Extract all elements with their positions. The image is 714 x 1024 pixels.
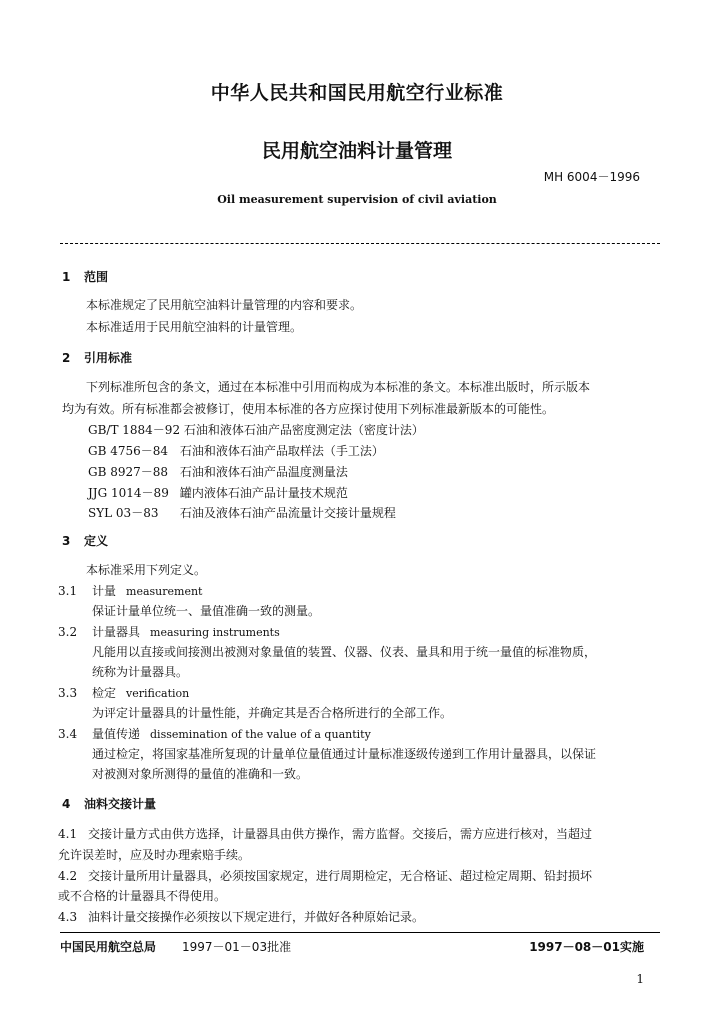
paragraph: 均为有效。所有标准都会被修订，使用本标准的各方应探讨使用下列标准最新版本的可能性。 xyxy=(62,402,555,416)
section-1-heading xyxy=(62,268,108,285)
clause-item xyxy=(58,825,592,842)
english-title: Oil measurement supervision of civil aviation xyxy=(217,193,497,206)
definition-body: 统称为计量器具。 xyxy=(92,665,189,679)
reference-item xyxy=(88,463,348,480)
reference-name: 石油和液体石油产品密度测定法（密度计法） xyxy=(183,423,424,437)
definition-heading xyxy=(58,684,189,701)
section-title: 范围 xyxy=(84,270,109,284)
clause-text: 或不合格的计量器具不得使用。 xyxy=(58,889,227,903)
reference-code: GB 4756－84 xyxy=(88,444,169,458)
standard-code: MH 6004－1996 xyxy=(543,170,640,184)
section-title: 引用标准 xyxy=(84,351,133,365)
definition-term-en: measuring instruments xyxy=(150,626,280,639)
definition-heading xyxy=(58,582,202,599)
reference-item xyxy=(88,484,348,501)
definition-term-en: measurement xyxy=(126,585,203,598)
reference-item xyxy=(88,442,384,459)
clause-text: 交接计量方式由供方选择，计量器具由供方操作，需方监督。交接后，需方应进行核对，当超过 xyxy=(88,827,593,841)
paragraph: 下列标准所包含的条文，通过在本标准中引用而构成为本标准的条文。本标准出版时，所示版本 xyxy=(86,380,591,394)
clause-text: 允许误差时，应及时办理索赔手续。 xyxy=(58,848,251,862)
approval-date: 1997－01－03批准 xyxy=(182,940,292,954)
clause-text: 交接计量所用计量器具，必须按国家规定，进行周期检定，无合格证、超过检定周期、铅封损坏 xyxy=(88,869,593,883)
section-number: 3 xyxy=(62,534,71,548)
standard-type-heading: 中华人民共和国民用航空行业标准 xyxy=(210,82,504,104)
document-title: 民用航空油料计量管理 xyxy=(261,140,452,162)
reference-code: JJG 1014－89 xyxy=(88,486,169,500)
definition-body: 为评定计量器具的计量性能，并确定其是否合格所进行的全部工作。 xyxy=(92,706,453,720)
section-2-heading xyxy=(62,349,132,366)
definition-body: 凡能用以直接或间接测出被测对象量值的装置、仪器、仪表、量具和用于统一量值的标准物质， xyxy=(92,645,597,659)
reference-code: SYL 03－83 xyxy=(88,506,159,520)
reference-code: GB 8927－88 xyxy=(88,465,169,479)
clause-number: 4.3 xyxy=(58,910,78,924)
section-number: 2 xyxy=(62,351,71,365)
clause-item xyxy=(58,908,424,925)
definition-body: 保证计量单位统一、量值准确一致的测量。 xyxy=(92,604,321,618)
definition-term-en: verification xyxy=(126,687,190,700)
definition-heading xyxy=(58,725,371,742)
clause-text: 油料计量交接操作必须按以下规定进行，并做好各种原始记录。 xyxy=(88,910,425,924)
definition-number: 3.3 xyxy=(58,686,78,700)
definition-term: 量值传递 xyxy=(92,727,141,741)
reference-code: GB/T 1884－92 xyxy=(88,423,181,437)
section-number: 1 xyxy=(62,270,71,284)
definition-body: 对被测对象所测得的量值的准确和一致。 xyxy=(92,767,309,781)
reference-name: 罐内液体石油产品计量技术规范 xyxy=(179,486,348,500)
issuing-authority: 中国民用航空总局 xyxy=(60,940,157,954)
definition-number: 3.1 xyxy=(58,584,78,598)
section-4-heading xyxy=(62,795,156,812)
section-title: 定义 xyxy=(84,534,109,548)
paragraph: 本标准适用于民用航空油料的计量管理。 xyxy=(86,320,303,334)
clause-item xyxy=(58,867,592,884)
definition-term: 计量器具 xyxy=(92,625,141,639)
clause-number: 4.1 xyxy=(58,827,78,841)
paragraph: 本标准采用下列定义。 xyxy=(86,563,207,577)
paragraph: 本标准规定了民用航空油料计量管理的内容和要求。 xyxy=(86,298,363,312)
effective-date: 1997－08－01实施 xyxy=(529,940,644,954)
reference-item xyxy=(88,421,424,438)
page-number: 1 xyxy=(636,972,644,986)
reference-name: 石油和液体石油产品取样法（手工法） xyxy=(179,444,384,458)
definition-term: 计量 xyxy=(92,584,117,598)
reference-name: 石油及液体石油产品流量计交接计量规程 xyxy=(179,506,396,520)
footer-divider xyxy=(60,932,660,933)
section-title: 油料交接计量 xyxy=(84,797,157,811)
clause-number: 4.2 xyxy=(58,869,78,883)
definition-number: 3.2 xyxy=(58,625,78,639)
reference-name: 石油和液体石油产品温度测量法 xyxy=(179,465,348,479)
definition-term: 检定 xyxy=(92,686,117,700)
definition-term-en: dissemination of the value of a quantity xyxy=(150,728,371,741)
reference-item xyxy=(88,504,396,521)
section-number: 4 xyxy=(62,797,71,811)
header-divider xyxy=(60,243,660,244)
definition-body: 通过检定，将国家基准所复现的计量单位量值通过计量标准逐级传递到工作用计量器具，以保证 xyxy=(92,747,597,761)
definition-number: 3.4 xyxy=(58,727,78,741)
definition-heading xyxy=(58,623,280,640)
section-3-heading xyxy=(62,532,108,549)
